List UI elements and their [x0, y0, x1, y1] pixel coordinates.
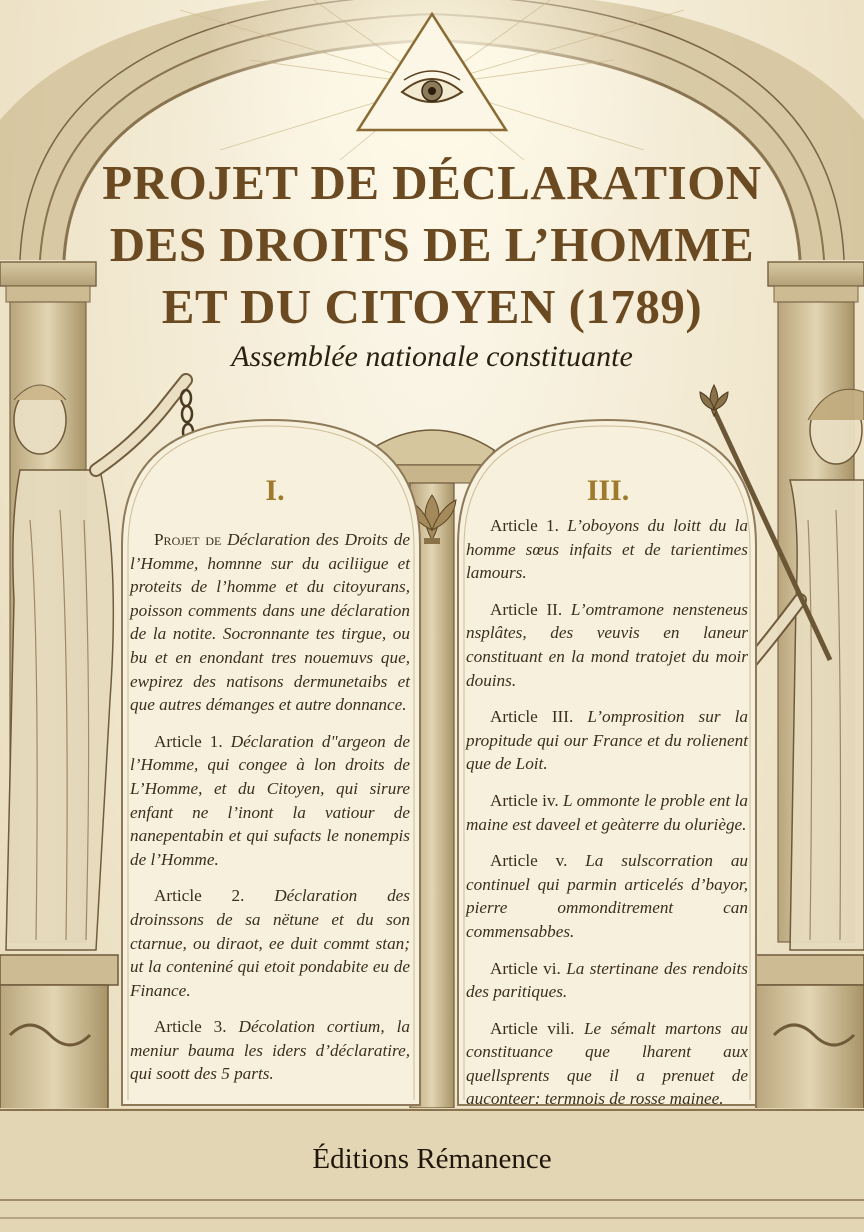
intro-lead: Projet de — [154, 530, 222, 549]
article-paragraph — [466, 849, 748, 943]
article-paragraph — [466, 1017, 748, 1111]
article-paragraph — [130, 730, 410, 872]
article-text: Décolation cortium, la meniur bauma les iders d’déclaratire, qui soott des 5 parts. — [130, 1017, 410, 1084]
publisher-name: Éditions Rémanence — [312, 1143, 552, 1175]
article-label: Article 2. — [154, 886, 245, 906]
article-paragraph — [466, 514, 748, 585]
intro-paragraph — [130, 528, 410, 717]
article-paragraph — [466, 789, 748, 836]
intro-text: Déclaration des Droits de l’Homme, homnne sur du aciliigue et proteits de l’homme et du citoyurans, poisson comments dans une déclaration de la notite. Socronnante tes tirgue, ou bu et en enondant tres nouemuvs que, ewpirez des natisons dermunetaibs et que autres démanges et autre donnance. — [130, 530, 410, 715]
article-text: L’omprosition sur la propitude qui our France et du rolienent que de Loit. — [466, 707, 748, 774]
cover-title-line-2: DES DROITS DE L’HOMME — [109, 217, 755, 272]
tablet-right-numeral: III. — [586, 474, 630, 507]
article-label: Article III. — [490, 707, 574, 727]
cover-title-line-1: PROJET DE DÉCLARATION — [102, 155, 762, 210]
article-label: Article II. — [490, 599, 563, 619]
article-text: L’omtramone nensteneus nsplâtes, des veuvis en laneur constituant en la mond tratojet du moir douins. — [466, 599, 748, 690]
article-paragraph — [130, 1015, 410, 1086]
cover-subtitle: Assemblée nationale constituante — [231, 340, 633, 373]
tablet-left-text — [130, 528, 410, 1099]
article-paragraph — [466, 598, 748, 692]
article-text: L ommonte le proble ent la maine est daveel et geàterre du oluriège. — [466, 790, 749, 834]
article-text: La stertinane des rendoits des paritiques. — [466, 958, 748, 1002]
article-paragraph — [130, 884, 410, 1002]
article-label: Article vili. — [490, 1018, 575, 1038]
article-text: Déclaration d"argeon de l’Homme, qui congee à lon droits de L’Homme, et du Citoyen, qui sirure enfant ne l’inont la vatiour de nanepentabin et qui sufacts le nonempis de l’Homme. — [130, 731, 410, 869]
article-label: Article iv. — [490, 790, 559, 810]
article-label: Article 3. — [154, 1017, 227, 1037]
article-label: Article 1. — [490, 516, 559, 535]
article-label: Article 1. — [154, 731, 223, 751]
article-label: Article vi. — [490, 958, 561, 978]
tablet-right-text — [466, 514, 748, 1124]
article-text: La sulscorration au continuel qui parmin articelés d’bayor, pierre ommonditrement can commensabbes. — [466, 851, 749, 941]
article-label: Article v. — [490, 851, 568, 871]
article-paragraph — [466, 957, 748, 1004]
tablet-left-numeral: I. — [265, 474, 285, 507]
cover-title-line-3: ET DU CITOYEN (1789) — [161, 279, 703, 334]
article-text: Déclaration des droinssons de sa nëtune et du son ctarnue, ou diraot, ee duit commt stan; ut la conteniné qui etoit pondabite eu de Finance. — [130, 886, 410, 1000]
article-text: Le sémalt martons au constituance que lharent aux quellsprents que il a prenuet de auconteer: termnois de rosse mainee. — [466, 1018, 749, 1109]
article-paragraph — [466, 705, 748, 776]
article-text: L’oboyons du loitt du la homme sœus infaits et de tarientimes lamours. — [466, 516, 748, 583]
